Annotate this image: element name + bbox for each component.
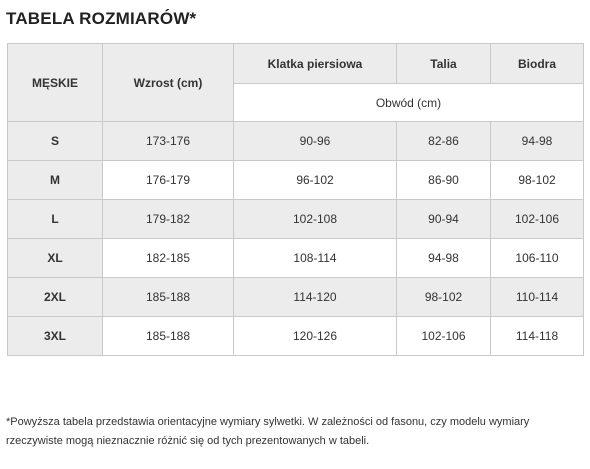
waist-value: 94-98	[397, 239, 491, 278]
table-row	[8, 122, 584, 161]
table-header-row	[8, 44, 584, 84]
page-title: TABELA ROZMIARÓW*	[6, 9, 197, 28]
chest-value: 120-126	[234, 317, 397, 356]
size-label: XL	[8, 239, 103, 278]
header-size: MĘSKIE	[8, 44, 103, 122]
size-chart-table	[7, 43, 584, 356]
table-row	[8, 200, 584, 239]
hips-value: 102-106	[491, 200, 584, 239]
hips-value: 98-102	[491, 161, 584, 200]
header-waist: Talia	[397, 44, 491, 84]
header-chest: Klatka piersiowa	[234, 44, 397, 84]
chest-value: 96-102	[234, 161, 397, 200]
chest-value: 114-120	[234, 278, 397, 317]
hips-value: 114-118	[491, 317, 584, 356]
height-value: 185-188	[103, 278, 234, 317]
waist-value: 82-86	[397, 122, 491, 161]
table-row	[8, 317, 584, 356]
table-row	[8, 239, 584, 278]
waist-value: 102-106	[397, 317, 491, 356]
size-label: M	[8, 161, 103, 200]
waist-value: 90-94	[397, 200, 491, 239]
table-row	[8, 161, 584, 200]
chest-value: 108-114	[234, 239, 397, 278]
height-value: 182-185	[103, 239, 234, 278]
hips-value: 94-98	[491, 122, 584, 161]
height-value: 176-179	[103, 161, 234, 200]
size-label: L	[8, 200, 103, 239]
footnote-line: *Powyższa tabela przedstawia orientacyjne wymiary sylwetki. W zależności od fasonu, czy modelu wymiary	[6, 416, 530, 428]
chest-value: 90-96	[234, 122, 397, 161]
hips-value: 110-114	[491, 278, 584, 317]
hips-value: 106-110	[491, 239, 584, 278]
header-hips: Biodra	[491, 44, 584, 84]
size-label: S	[8, 122, 103, 161]
waist-value: 98-102	[397, 278, 491, 317]
size-label: 2XL	[8, 278, 103, 317]
table-row	[8, 278, 584, 317]
waist-value: 86-90	[397, 161, 491, 200]
chest-value: 102-108	[234, 200, 397, 239]
header-circumference: Obwód (cm)	[234, 84, 584, 122]
footnote-line: rzeczywiste mogą nieznacznie różnić się od tych prezentowanych w tabeli.	[6, 435, 370, 447]
footnote	[6, 413, 586, 451]
size-label: 3XL	[8, 317, 103, 356]
height-value: 179-182	[103, 200, 234, 239]
header-height: Wzrost (cm)	[103, 44, 234, 122]
height-value: 185-188	[103, 317, 234, 356]
height-value: 173-176	[103, 122, 234, 161]
